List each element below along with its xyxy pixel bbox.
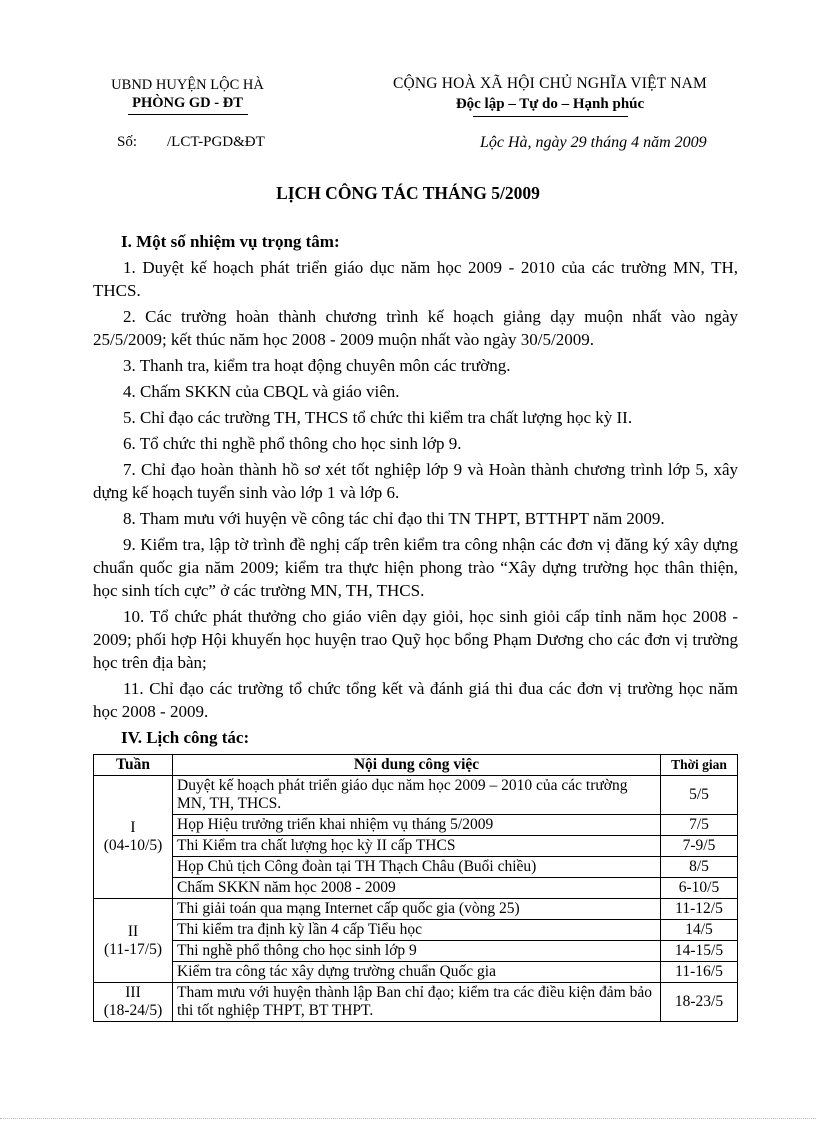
- section-heading-tasks: I. Một số nhiệm vụ trọng tâm:: [121, 232, 340, 251]
- header-underline: [128, 114, 248, 115]
- task-cell: Thi kiểm tra định kỳ lần 4 cấp Tiểu học: [173, 920, 661, 941]
- document-number-label: Số:: [117, 134, 138, 150]
- column-header-time: Thời gian: [661, 755, 738, 776]
- agency-header: [95, 76, 280, 115]
- issue-date: Lộc Hà, ngày 29 tháng 4 năm 2009: [480, 134, 707, 151]
- national-header: [345, 74, 755, 117]
- national-motto: Độc lập – Tự do – Hạnh phúc: [455, 96, 645, 112]
- document-title: LỊCH CÔNG TÁC THÁNG 5/2009: [276, 183, 540, 203]
- table-row: [94, 857, 738, 878]
- time-cell: 6-10/5: [661, 878, 738, 899]
- task-list: [93, 256, 738, 723]
- table-row: [94, 983, 738, 1022]
- week-cell: [94, 899, 173, 983]
- table-row: [94, 920, 738, 941]
- task-cell: Họp Hiệu trưởng triển khai nhiệm vụ tháng 5/2009: [173, 815, 661, 836]
- time-cell: 5/5: [661, 776, 738, 815]
- task-item: 11. Chỉ đạo các trường tổ chức tổng kết và đánh giá thi đua các đơn vị trường học năm học 2008 - 2009.: [93, 679, 738, 721]
- task-cell: Thi giải toán qua mạng Internet cấp quốc gia (vòng 25): [173, 899, 661, 920]
- week-number: II: [127, 922, 139, 940]
- task-item: 2. Các trường hoàn thành chương trình kế hoạch giảng dạy muộn nhất vào ngày 25/5/2009; kết thúc năm học 2008 - 2009 muộn nhất vào ngày 30/5/2009.: [93, 307, 738, 349]
- table-row: [94, 941, 738, 962]
- schedule-table: [93, 754, 738, 1022]
- table-row: [94, 899, 738, 920]
- department-name: PHÒNG GD - ĐT: [132, 95, 243, 111]
- task-cell: Chấm SKKN năm học 2008 - 2009: [173, 878, 661, 899]
- time-cell: 8/5: [661, 857, 738, 878]
- task-item: 5. Chỉ đạo các trường TH, THCS tổ chức thi kiểm tra chất lượng học kỳ II.: [123, 408, 633, 427]
- task-item: 6. Tổ chức thi nghề phổ thông cho học sinh lớp 9.: [123, 434, 462, 453]
- week-range: (11-17/5): [104, 940, 162, 958]
- time-cell: 14-15/5: [661, 941, 738, 962]
- task-item: 8. Tham mưu với huyện về công tác chỉ đạo thi TN THPT, BTTHPT năm 2009.: [123, 509, 665, 528]
- table-row: [94, 776, 738, 815]
- task-item: 9. Kiểm tra, lập tờ trình đề nghị cấp trên kiểm tra công nhận các đơn vị đăng ký xây dựng chuẩn quốc gia năm 2009; kiểm tra thực hiện phong trào “Xây dựng trường học thân thiện, học sinh tích cực” ở các trường MN, TH, THCS.: [93, 535, 738, 600]
- table-row: [94, 815, 738, 836]
- table-row: [94, 962, 738, 983]
- table-row: [94, 836, 738, 857]
- document-body: [93, 230, 738, 1022]
- task-cell: Duyệt kế hoạch phát triển giáo dục năm học 2009 – 2010 của các trường MN, TH, THCS.: [173, 776, 661, 815]
- page-bottom-rule: [0, 1118, 816, 1119]
- time-cell: 14/5: [661, 920, 738, 941]
- national-name: CỘNG HOÀ XÃ HỘI CHỦ NGHĨA VIỆT NAM: [392, 75, 708, 92]
- week-number: I: [130, 819, 136, 836]
- week-range: (18-24/5): [103, 1002, 163, 1019]
- document-number: [117, 134, 265, 151]
- task-cell: Thi nghề phổ thông cho học sinh lớp 9: [173, 941, 661, 962]
- task-item: 7. Chỉ đạo hoàn thành hồ sơ xét tốt nghiệp lớp 9 và Hoàn thành chương trình lớp 5, xây dựng kế hoạch tuyển sinh vào lớp 1 và lớp 6.: [93, 460, 738, 502]
- time-cell: 7-9/5: [661, 836, 738, 857]
- task-item: 10. Tổ chức phát thưởng cho giáo viên dạy giỏi, học sinh giỏi cấp tỉnh năm học 2008 - 2009; phối hợp Hội khuyến học huyện trao Quỹ học bổng Phạm Dương cho các đơn vị trường học trên địa bàn;: [93, 607, 738, 672]
- schedule-header-row: [94, 755, 738, 776]
- column-header-content: Nội dung công việc: [173, 755, 661, 776]
- task-item: 4. Chấm SKKN của CBQL và giáo viên.: [123, 382, 400, 401]
- time-cell: 11-12/5: [661, 899, 738, 920]
- week-cell: [94, 776, 173, 899]
- document-number-value: /LCT-PGD&ĐT: [167, 134, 265, 150]
- week-number: III: [125, 984, 141, 1001]
- time-cell: 18-23/5: [661, 983, 738, 1022]
- schedule-body: [94, 776, 738, 1022]
- task-cell: Thi Kiểm tra chất lượng học kỳ II cấp THCS: [173, 836, 661, 857]
- week-range: (04-10/5): [103, 837, 163, 854]
- task-item: 3. Thanh tra, kiểm tra hoạt động chuyên môn các trường.: [123, 356, 511, 375]
- column-header-week: Tuần: [94, 755, 173, 776]
- time-cell: 7/5: [661, 815, 738, 836]
- task-cell: Họp Chủ tịch Công đoàn tại TH Thạch Châu (Buổi chiều): [173, 857, 661, 878]
- table-row: [94, 878, 738, 899]
- agency-name: UBND HUYỆN LỘC HÀ: [111, 77, 264, 93]
- motto-underline: [473, 116, 628, 117]
- task-cell: Kiểm tra công tác xây dựng trường chuẩn Quốc gia: [173, 962, 661, 983]
- section-heading-schedule: IV. Lịch công tác:: [121, 728, 250, 747]
- time-cell: 11-16/5: [661, 962, 738, 983]
- task-cell: Tham mưu với huyện thành lập Ban chỉ đạo; kiểm tra các điều kiện đảm bảo thi tốt nghiệp THPT, BT THPT.: [173, 983, 661, 1022]
- task-item: 1. Duyệt kế hoạch phát triển giáo dục năm học 2009 - 2010 của các trường MN, TH, THCS.: [93, 258, 738, 300]
- week-cell: [94, 983, 173, 1022]
